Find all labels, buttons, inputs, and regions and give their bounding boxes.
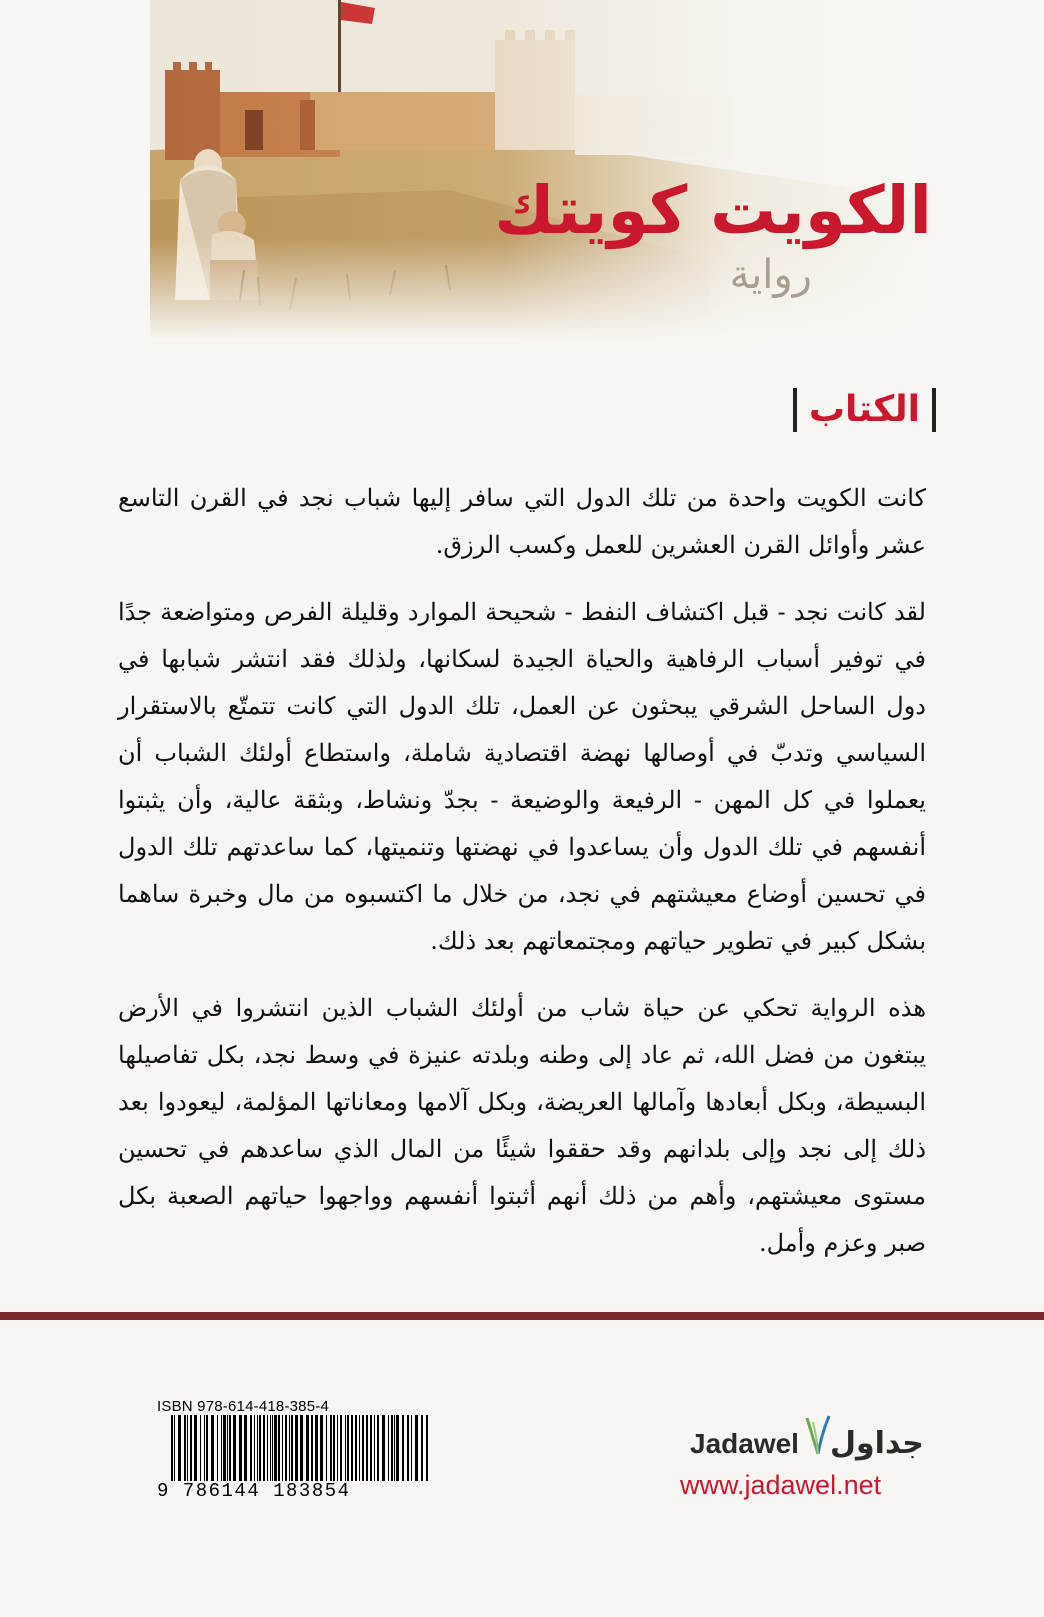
synopsis-paragraph: كانت الكويت واحدة من تلك الدول التي سافر إليها شباب نجد في القرن التاسع عشر وأوائل القرن العشرين للعمل وكسب الرزق. (118, 484, 926, 559)
barcode-bar (333, 1415, 335, 1481)
barcode-bar (359, 1415, 360, 1481)
synopsis-paragraph: لقد كانت نجد - قبل اكتشاف النفط - شحيحة الموارد وقليلة الفرص ومتواضعة جدًا في توفير أسباب الرفاهية والحياة الجيدة لسكانها، ولذلك فقد انتشر شبابها في دول الساحل الشرقي يبحثون عن العمل، تلك الدول التي كانت تتمتّع بالاستقرار السياسي وتدبّ في أوصالها نهضة اقتصادية شاملة، واستطاع أولئك الشباب أن يعملوا في كل المهن - الرفيعة والوضيعة - بجدّ ونشاط، وبثقة عالية، وأن يثبتوا أنفسهم في تلك الدول وأن يساعدوا في نهضتها وتنميتها، كما ساعدتهم تلك الدول في تحسين أوضاع معيشتهم في نجد، من خلال ما اكتسبوه من مال وخبرة ساهما بشكل كبير في تطوير حياتهم ومجتمعاتهم بعد ذلك. (118, 598, 926, 955)
barcode-bar (272, 1415, 273, 1481)
barcode-bar (370, 1415, 372, 1481)
book-title: الكويت كويتك (494, 172, 932, 249)
barcode-bar (263, 1415, 265, 1481)
barcode-bar (366, 1415, 368, 1481)
barcode-bar (415, 1415, 418, 1481)
barcode-bar (347, 1415, 349, 1481)
barcode-bar (221, 1415, 222, 1481)
barcode-bar (254, 1415, 255, 1481)
barcode-bar (184, 1415, 186, 1481)
barcode-bar (411, 1415, 412, 1481)
heading-bar-right (932, 388, 936, 432)
barcode-bar (274, 1415, 277, 1481)
barcode-bars (157, 1415, 433, 1481)
barcode-bar (377, 1415, 379, 1481)
barcode-bar (388, 1415, 389, 1481)
publisher-url: www.jadawel.net (680, 1470, 882, 1500)
barcode-bar (233, 1415, 236, 1481)
barcode-bar (206, 1415, 208, 1481)
synopsis-paragraph: هذه الرواية تحكي عن حياة شاب من أولئك الشباب الذين انتشروا في الأرض يبتغون من فضل الله، ثم عاد إلى وطنه وبلدته عنيزة في وسط نجد، بكل تفاصيلها البسيطة، وبكل أبعادها وآمالها العريضة، وبكل آلامها ومعاناتها المؤلمة، ليعودوا بعد ذلك إلى نجد وإلى بلدانهم وقد حققوا شيئًا من المال الذي ساعدهم في تحسين مستوى معيشتهم، وأهم من ذلك أنهم أثبتوا أنفسهم وواجهوا حياتهم الصعبة بكل صبر وعزم وأمل. (118, 994, 927, 1257)
barcode-bar (227, 1415, 228, 1481)
title-block (494, 172, 932, 298)
barcode-bar (171, 1415, 173, 1481)
barcode-bar (211, 1415, 214, 1481)
barcode-bar (229, 1415, 231, 1481)
barcode-bar (267, 1415, 268, 1481)
barcode-bar (239, 1415, 242, 1481)
barcode-bar (291, 1415, 293, 1481)
barcode-bar (326, 1415, 327, 1481)
barcode-bar (426, 1415, 428, 1481)
barcode-bar (285, 1415, 287, 1481)
book-genre: رواية (729, 252, 812, 298)
barcode-bar (250, 1415, 252, 1481)
barcode-bar (187, 1415, 188, 1481)
section-title: الكتاب (808, 389, 920, 430)
publisher-name-arabic: جداول (830, 1426, 924, 1461)
barcode-bar (282, 1415, 283, 1481)
publisher-logo (680, 1408, 930, 1508)
barcode-bar (355, 1415, 357, 1481)
barcode-bar (204, 1415, 205, 1481)
barcode-bar (337, 1415, 338, 1481)
barcode-bar (223, 1415, 226, 1481)
barcode-bar (306, 1415, 309, 1481)
barcode-bar (351, 1415, 353, 1481)
publisher-name-latin: Jadawel (690, 1428, 799, 1459)
heading-bar-left (793, 388, 797, 432)
barcode-bar (340, 1415, 342, 1481)
barcode-bar (289, 1415, 290, 1481)
barcode-bar (194, 1415, 197, 1481)
barcode-bar (320, 1415, 323, 1481)
barcode-bar (257, 1415, 258, 1481)
barcode-bar (178, 1415, 181, 1481)
barcode-bar (315, 1415, 318, 1481)
barcode-bar (407, 1415, 409, 1481)
barcode-bar (396, 1415, 399, 1481)
barcode-bar (374, 1415, 375, 1481)
barcode-bar (421, 1415, 423, 1481)
barcode-bar (330, 1415, 332, 1481)
barcode-digits: 9 786144 183854 (157, 1480, 351, 1502)
barcode-bar (391, 1415, 393, 1481)
barcode-bar (345, 1415, 346, 1481)
barcode-bar (270, 1415, 271, 1481)
barcode-bar (200, 1415, 201, 1481)
barcode-bar (402, 1415, 404, 1481)
barcode-bar (362, 1415, 364, 1481)
barcode-bar (259, 1415, 261, 1481)
barcode-bar (217, 1415, 218, 1481)
synopsis (118, 475, 926, 1287)
barcode-bar (244, 1415, 247, 1481)
barcode-bar (300, 1415, 303, 1481)
section-heading (793, 388, 936, 432)
barcode-bar (295, 1415, 298, 1481)
barcode-bar (311, 1415, 313, 1481)
leaf-v-icon (803, 1412, 833, 1458)
isbn-label: ISBN 978-614-418-385-4 (157, 1398, 330, 1415)
barcode-bar (190, 1415, 192, 1481)
barcode-bar (394, 1415, 395, 1481)
isbn-barcode (157, 1398, 433, 1502)
barcode-bar (174, 1415, 175, 1481)
barcode-bar (278, 1415, 280, 1481)
footer-divider (0, 1312, 1044, 1320)
barcode-bar (382, 1415, 385, 1481)
